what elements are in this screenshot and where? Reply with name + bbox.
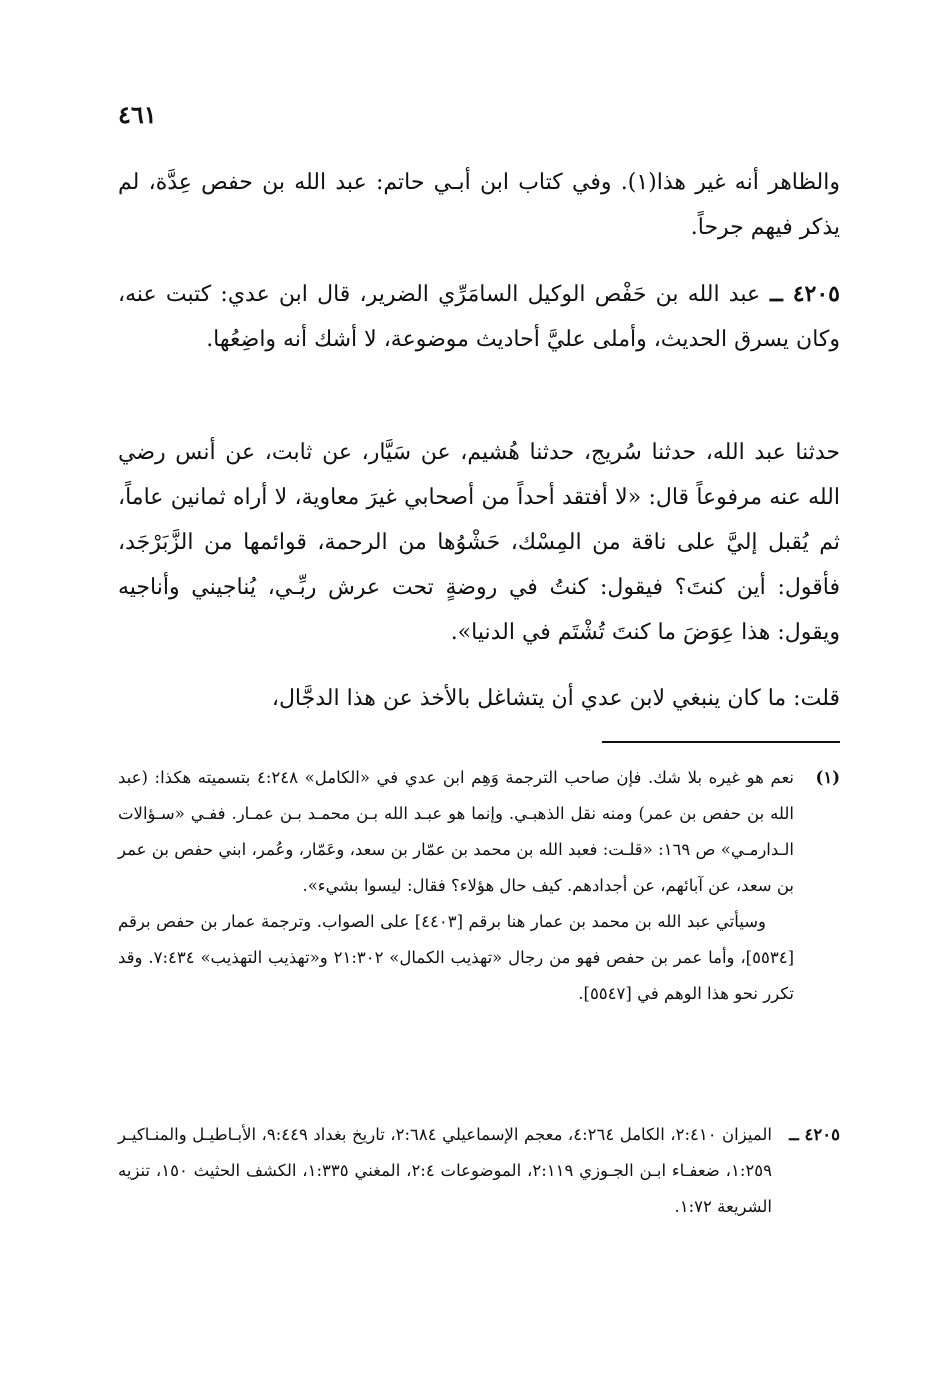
footnote-marker: (١) — [815, 768, 840, 787]
entry-text: عبد الله بن حَفْص الوكيل السامَرِّي الضرير، قال ابن عدي: كتبت عنه، وكان يسرق الحديث، وأملى عليَّ أحاديث موضوعة، لا أشك أنه واضِعُها. — [118, 282, 840, 352]
footnote-marker: ٤٢٠٥ ــ — [789, 1125, 840, 1144]
commentary-paragraph — [118, 676, 840, 721]
entry-paragraph — [118, 272, 840, 362]
footnote-text: نعم هو غيره بلا شك. فإن صاحب الترجمة وَهِم ابن عدي في «الكامل» ٤:٢٤٨ بتسميته هكذا: (عبد الله بن حفص بن عمر) ومنه نقل الذهبـي. وإنما هو عبـد الله بـن محمـد بـن عمـار. ففـي «سـؤالات الـدارمـي» ص ١٦٩: «قلـت: فعبد الله بن محمد بن عمّار بن سعد، وعَمّار، وعُمر، ابني حفص بن عمر بن سعد، عن آبائهم، عن أجدادهم. كيف حال هؤلاء؟ فقال: ليسوا بشيء». — [118, 768, 794, 895]
footnote-text-continued: وسيأتي عبد الله بن محمد بن عمار هنا برقم [٤٤٠٣] على الصواب. وترجمة عمار بن حفص برقم [٥٥٣٤]، وأما عمر بن حفص فهو من رجال «تهذيب الكمال» ٢١:٣٠٢ و«تهذيب التهذيب» ٧:٤٣٤. وقد تكرر نحو هذا الوهم في [٥٥٤٧]. — [118, 912, 794, 1003]
footnote-body — [118, 1117, 772, 1225]
paragraph-text: حدثنا عبد الله، حدثنا سُريج، حدثنا هُشيم، عن سَيَّار، عن ثابت، عن أنس رضي الله عنه مرفوعاً قال: «لا أفتقد أحداً من أصحابي غيرَ معاوية، لا أراه ثمانين عاماً، ثم يُقبل إليَّ على ناقة من المِسْك، حَشْوُها من الرحمة، قوائمها من الزَّبَرْجَد، فأقول: أين كنتَ؟ فيقول: كنتُ في روضةٍ تحت عرش ربِّـي، يُناجيني وأناجيه ويقول: هذا عِوَضَ ما كنتَ تُشْتَم في الدنيا». — [118, 440, 840, 645]
hadith-paragraph — [118, 430, 840, 655]
footnote-1 — [118, 760, 840, 1012]
footnote-sources-4205 — [118, 1117, 840, 1225]
footnote-body — [118, 760, 794, 1012]
entry-number: ٤٢٠٥ — [792, 281, 840, 307]
footnote-divider — [602, 741, 840, 743]
entry-dash: ــ — [760, 281, 793, 307]
footnote-text: الميزان ٢:٤١٠، الكامل ٤:٢٦٤، معجم الإسماعيلي ٢:٦٨٤، تاريخ بغداد ٩:٤٤٩، الأبـاطيـل والمنـاكيـر ١:٢٥٩، ضعفـاء ابـن الجـوزي ٢:١١٩، الموضوعات ٢:٤، المغني ١:٣٣٥، الكشف الحثيث ١٥٠، تنزيه الشريعة ١:٧٢. — [118, 1125, 772, 1216]
paragraph-text: قلت: ما كان ينبغي لابن عدي أن يتشاغل بالأخذ عن هذا الدجَّال، — [271, 686, 840, 711]
page-number: ٤٦١ — [118, 100, 157, 129]
paragraph-continuation — [118, 160, 840, 250]
paragraph-text: والظاهر أنه غير هذا(١). وفي كتاب ابن أبـي حاتم: عبد الله بن حفص عِدَّة، لم يذكر فيهم جرحاً. — [118, 170, 841, 240]
entry-4205 — [118, 272, 840, 362]
